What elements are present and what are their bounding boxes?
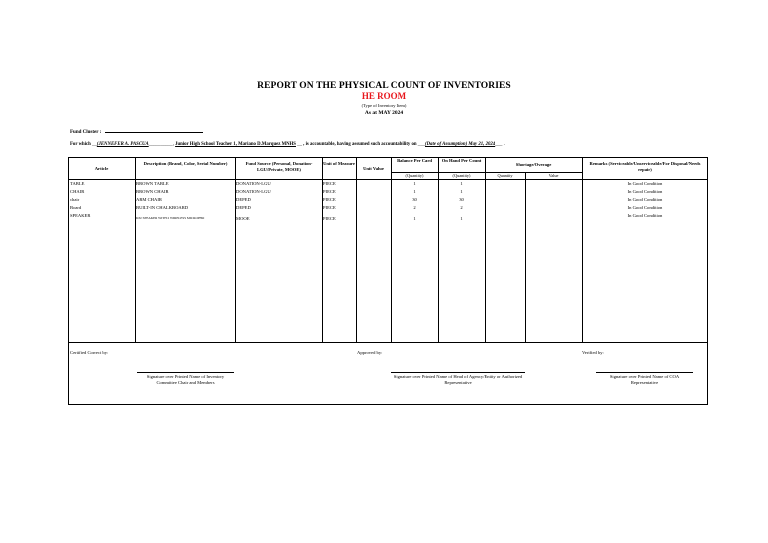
cell-description: ARM CHAIR bbox=[136, 197, 162, 202]
cell-description: IOU SPEAKER WITH 2 WIRELESS MICROPHO bbox=[136, 216, 205, 220]
cell-remarks: In Good Condition bbox=[627, 197, 663, 202]
col-divider bbox=[485, 158, 486, 342]
col-divider bbox=[356, 158, 357, 342]
verified-caption: Signature over Printed Name of COA Representative bbox=[609, 374, 680, 385]
header-article: Article bbox=[94, 166, 109, 171]
header-remarks: Remarks (Serviceable/Unserviceable/For Disposal/Needs repair) bbox=[589, 161, 701, 172]
cell-fund-source: DONATION-LGU bbox=[236, 181, 271, 186]
cell-article: chair bbox=[70, 197, 80, 202]
cell-onhand: 2 bbox=[460, 205, 463, 210]
cell-unit: PIECE bbox=[323, 189, 336, 194]
cell-balance: 1 bbox=[413, 181, 416, 186]
header-unit-value: Unit Value bbox=[363, 166, 384, 171]
header-on-hand-per-count: On Hand Per Count bbox=[441, 158, 482, 163]
approved-caption: Signature over Printed Name of Head of Agency/Entity or Authorized Representative bbox=[393, 374, 523, 385]
cell-balance: 1 bbox=[413, 189, 416, 194]
report-title: REPORT ON THE PHYSICAL COUNT OF INVENTORIES bbox=[257, 81, 511, 91]
fund-cluster-blank bbox=[105, 127, 203, 133]
cell-balance: 1 bbox=[413, 216, 416, 221]
as-at-date: As at MAY 2024 bbox=[364, 110, 404, 116]
cell-balance: 2 bbox=[413, 205, 416, 210]
header-shortage-overage: Shortage/Overage bbox=[515, 162, 552, 167]
cell-unit: PIECE bbox=[323, 197, 336, 202]
subheader-balance-quantity: (Quantity) bbox=[405, 173, 424, 178]
cell-description: BUILT-IN CHALKBOARD bbox=[136, 205, 189, 210]
cell-unit: PIECE bbox=[323, 216, 336, 221]
header-description: Description (Brand, Color, Serial Number) bbox=[143, 161, 228, 166]
col-divider bbox=[525, 172, 526, 342]
assumption-date: (Date of Assumption) May 21, 2024 bbox=[425, 142, 496, 147]
cell-fund-source: MOOE bbox=[236, 216, 250, 221]
cell-fund-source: DEPED bbox=[236, 197, 251, 202]
cell-remarks: In Good Condition bbox=[627, 189, 663, 194]
cell-onhand: 1 bbox=[460, 181, 463, 186]
verified-by-label: Verified by: bbox=[582, 350, 604, 355]
cell-fund-source: DEPED bbox=[236, 205, 251, 210]
fund-cluster-label: Fund Cluster : bbox=[70, 130, 102, 135]
subheader-onhand-quantity: (Quantity) bbox=[452, 173, 471, 178]
header-unit-of-measure: Unit of Measure bbox=[323, 161, 355, 166]
approved-signature-line bbox=[391, 372, 525, 373]
accountable-name: (JENNEFER A. PASCUA bbox=[96, 142, 149, 147]
cell-onhand: 1 bbox=[460, 189, 463, 194]
cell-description: BROWN TABLE bbox=[136, 181, 169, 186]
certified-caption: Signature over Printed Name of Inventory Committee Chair and Members bbox=[146, 374, 225, 385]
type-of-inventory-note: (Type of Inventory Item) bbox=[361, 103, 407, 108]
cell-description: BROWN CHAIR bbox=[136, 189, 169, 194]
cell-balance: 30 bbox=[412, 197, 417, 202]
header-balance-per-card: Balance Per Card bbox=[397, 158, 432, 163]
for-which-label: For which bbox=[70, 142, 91, 147]
cell-remarks: In Good Condition bbox=[627, 205, 663, 210]
accountability-text: , is accountable, having assumed such accountability on bbox=[303, 142, 417, 147]
report-subtitle: HE ROOM bbox=[361, 91, 407, 101]
verified-signature-line bbox=[596, 372, 693, 373]
cell-onhand: 1 bbox=[460, 216, 463, 221]
table-bottom-line bbox=[68, 342, 708, 343]
header-fund-source: Fund Source (Personal, Donation-LGU/Private, MOOE) bbox=[245, 161, 313, 172]
subheader-shortage-value: Value bbox=[548, 173, 559, 178]
cell-onhand: 30 bbox=[459, 197, 464, 202]
cell-remarks: In Good Condition bbox=[627, 213, 663, 218]
cell-article: Board bbox=[70, 205, 82, 210]
cell-unit: PIECE bbox=[323, 205, 336, 210]
cell-fund-source: DONATION-LGU bbox=[236, 189, 271, 194]
accountable-position: Junior High School Teacher 1, Mariano D.Marquez MNHS bbox=[175, 142, 296, 147]
certified-correct-label: Certified Correct by: bbox=[70, 350, 109, 355]
fund-cluster-line bbox=[70, 127, 203, 135]
approved-by-label: Approved by: bbox=[357, 350, 383, 355]
certified-signature-line bbox=[137, 372, 234, 373]
cell-article: TABLE bbox=[70, 181, 85, 186]
cell-article: CHAIR bbox=[70, 189, 85, 194]
cell-unit: PIECE bbox=[323, 181, 336, 186]
cell-remarks: In Good Condition bbox=[627, 181, 663, 186]
subheader-shortage-quantity: Quantity bbox=[497, 173, 513, 178]
accountability-line: For which __(JENNEFER A. PASCUA__________, Junior High School Teacher 1, Mariano D.Marquez MNHS __ , is accountable, having assumed such accountability on ___(Date of Assumption) May 21, 2024___ . bbox=[70, 142, 505, 147]
cell-article: SPEAKER bbox=[70, 213, 91, 218]
